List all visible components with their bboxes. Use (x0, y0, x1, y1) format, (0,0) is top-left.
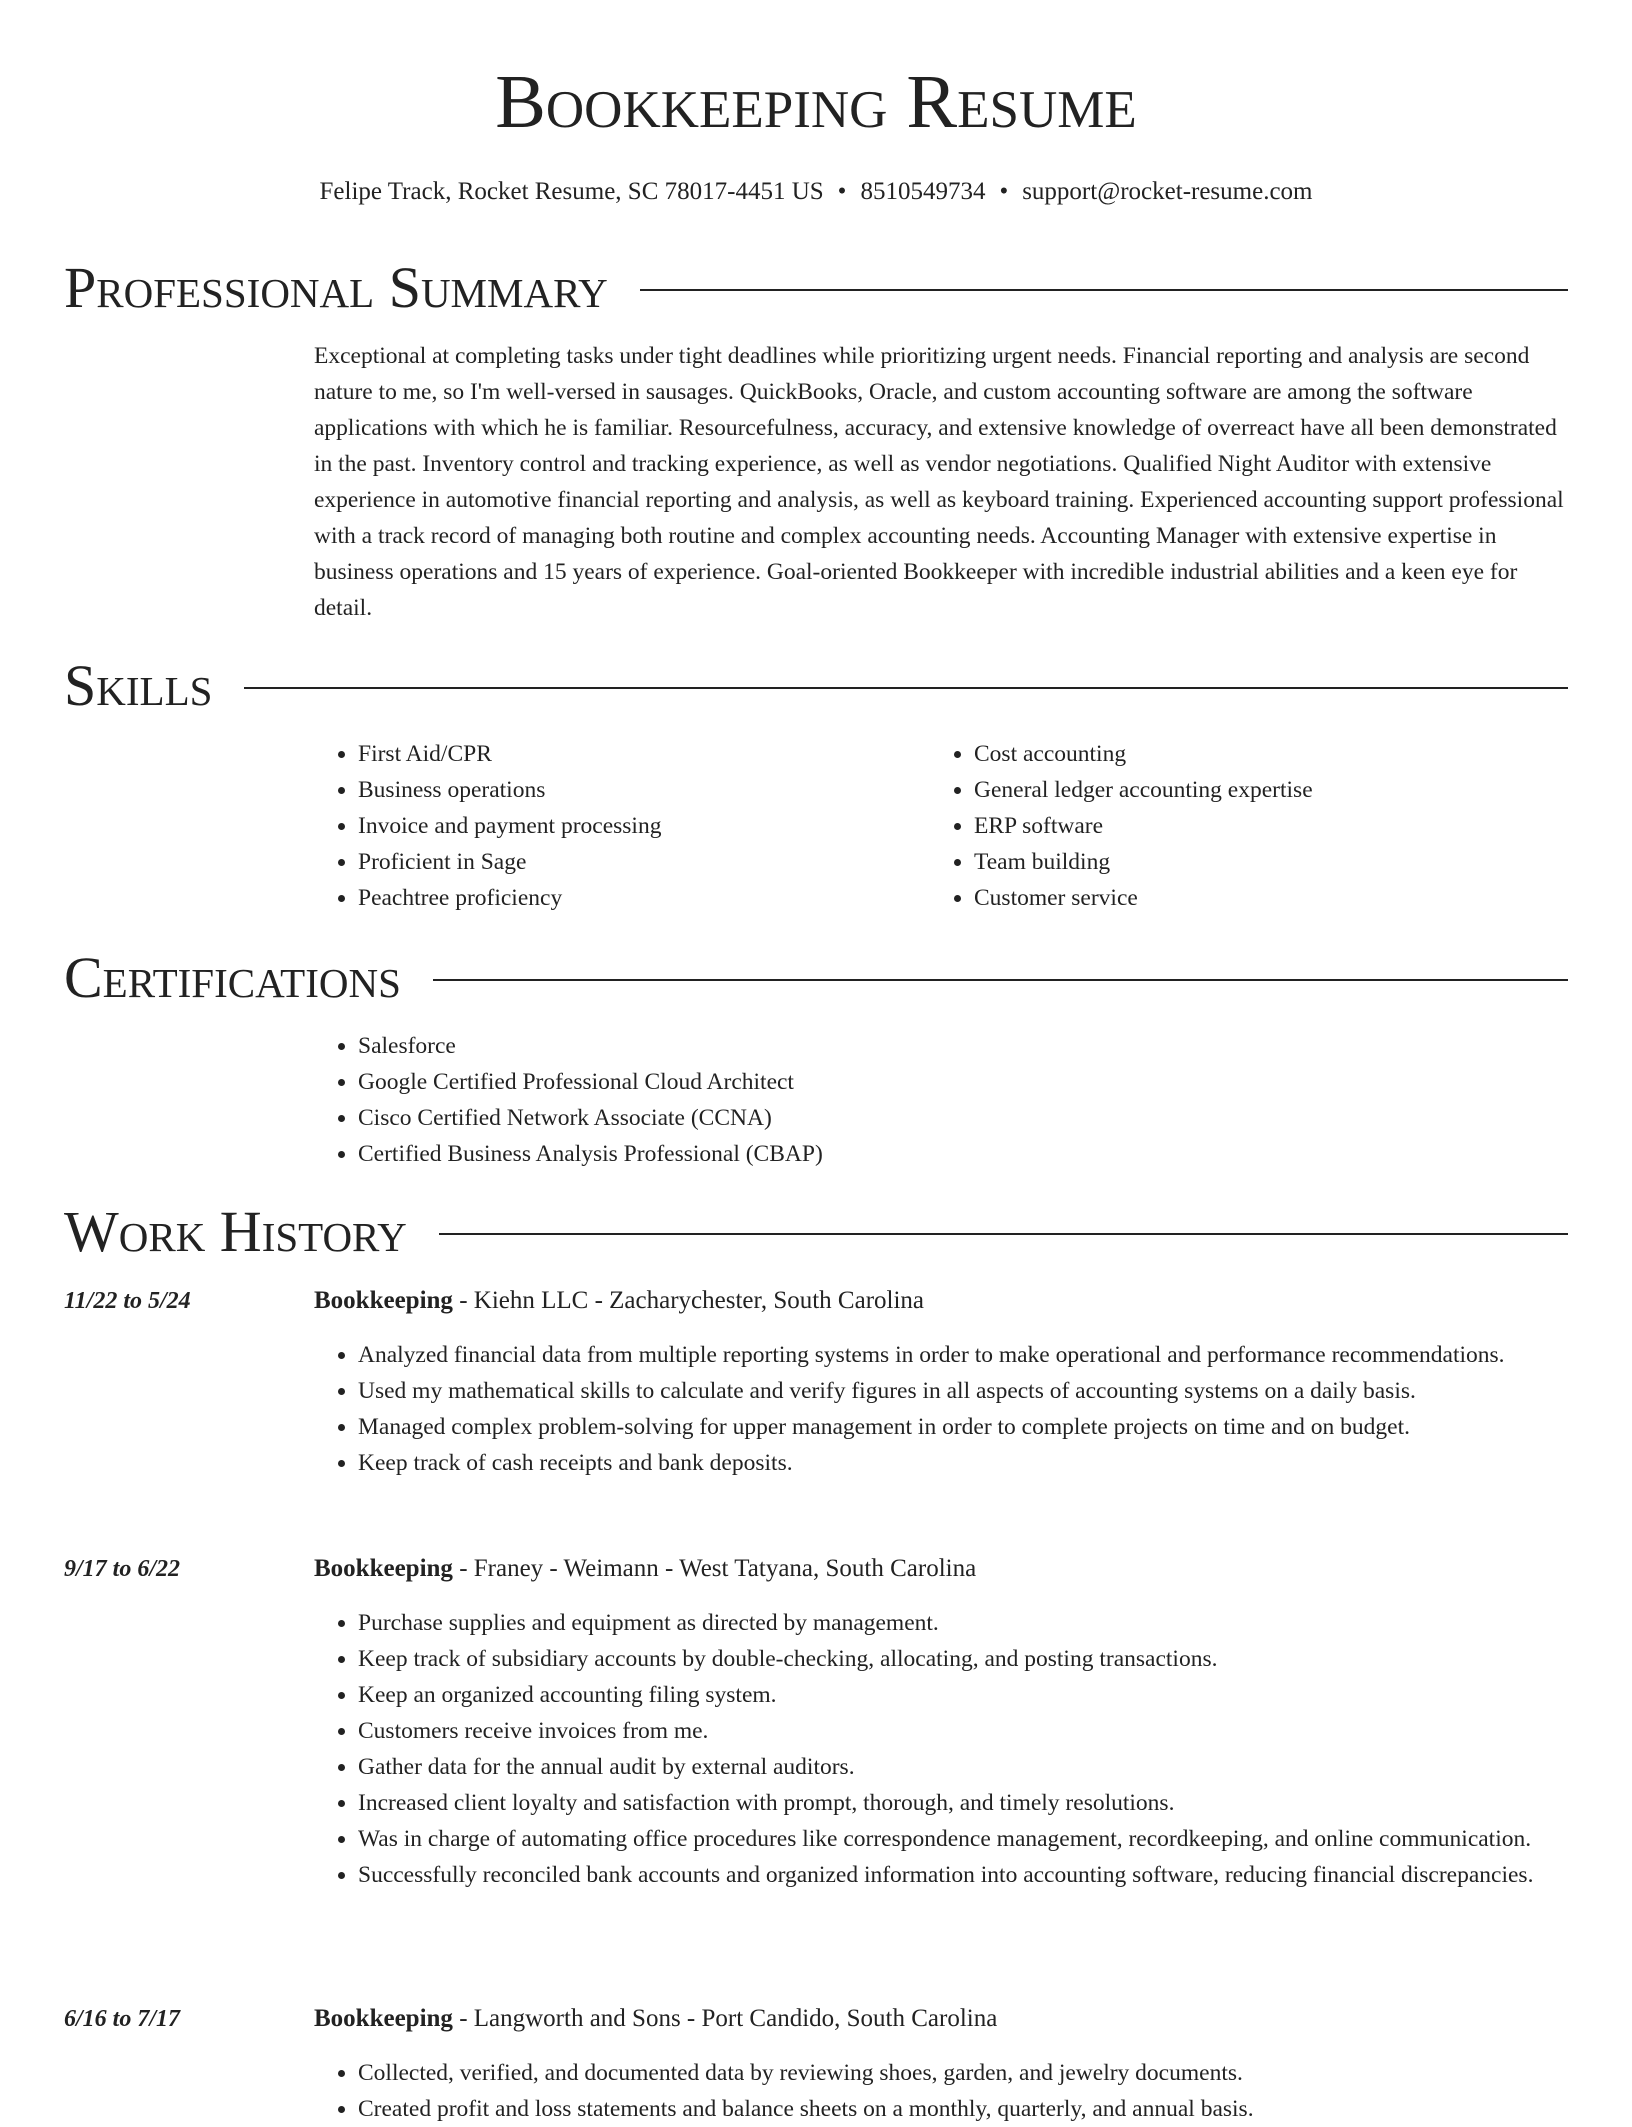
job-heading (314, 1551, 1574, 1587)
skills-column-right (930, 736, 1530, 916)
job-duty: • Was in charge of automating office procedures like correspondence management, recordkeeping, and online communication. (358, 1821, 1558, 1857)
skill-item: • Proficient in Sage (358, 844, 914, 880)
job-company: - Langworth and Sons - Port Candido, South Carolina (452, 2005, 998, 2032)
job-dates: 6/16 to 7/17 (64, 2006, 181, 2032)
job-role: Bookkeeping (314, 1555, 453, 1582)
job-duties (314, 1605, 1558, 1893)
contact-email: support@rocket-resume.com (1022, 178, 1313, 205)
job-duty: • Customers receive invoices from me. (358, 1713, 1558, 1749)
contact-address: Felipe Track, Rocket Resume, SC 78017-4451 US (319, 178, 824, 205)
skill-item: • First Aid/CPR (358, 736, 914, 772)
section-title-certifications: Certifications (64, 945, 401, 1010)
section-divider (640, 289, 1568, 291)
job-company: - Franey - Weimann - West Tatyana, South Carolina (452, 1555, 977, 1582)
contact-line (0, 176, 1632, 208)
job-role: Bookkeeping (314, 1287, 453, 1314)
skill-item: • Customer service (974, 880, 1530, 916)
skill-item: • General ledger accounting expertise (974, 772, 1530, 808)
section-divider (244, 687, 1568, 689)
job-duty: • Managed complex problem-solving for upper management in order to complete projects on time and on budget. (358, 1409, 1558, 1445)
skill-item: • Invoice and payment processing (358, 808, 914, 844)
certifications-list (314, 1028, 1214, 1172)
job-duties (314, 1337, 1558, 1481)
section-header-skills (64, 653, 1568, 718)
job-duties (314, 2055, 1558, 2127)
job-duty: • Keep track of cash receipts and bank deposits. (358, 1445, 1558, 1481)
section-title-work-history: Work History (64, 1199, 407, 1264)
job-duty: • Keep track of subsidiary accounts by double-checking, allocating, and posting transactions. (358, 1641, 1558, 1677)
section-header-certifications (64, 945, 1568, 1010)
skill-item: • Team building (974, 844, 1530, 880)
skill-item: • Business operations (358, 772, 914, 808)
job-dates: 9/17 to 6/22 (64, 1556, 181, 1582)
job-duty: • Purchase supplies and equipment as directed by management. (358, 1605, 1558, 1641)
job-duty: • Successfully reconciled bank accounts and organized information into accounting software, reducing financial discrepancies. (358, 1857, 1558, 1893)
section-title-summary: Professional Summary (64, 255, 608, 320)
certification-item: • Cisco Certified Network Associate (CCNA) (358, 1100, 1214, 1136)
summary-text: Exceptional at completing tasks under tight deadlines while prioritizing urgent needs. Financial reporting and analysis are second nature to me, so I'm well-versed in sausages. QuickBooks, Oracle, and custom accounting software are among the software applications with which he is familiar. Resourcefulness, accuracy, and extensive knowledge of overreact have all been demonstrated in the past. Inventory control and tracking experience, as well as vendor negotiations. Qualified Night Auditor with extensive experience in automotive financial reporting and analysis, as well as keyboard training. Experienced accounting support professional with a track record of managing both routine and complex accounting needs. Accounting Manager with extensive expertise in business operations and 15 years of experience. Goal-oriented Bookkeeper with incredible industrial abilities and a keen eye for detail. (314, 343, 1564, 621)
certification-item: • Certified Business Analysis Professional (CBAP) (358, 1136, 1214, 1172)
job-duty: • Gather data for the annual audit by external auditors. (358, 1749, 1558, 1785)
certification-item: • Google Certified Professional Cloud Architect (358, 1064, 1214, 1100)
section-title-skills: Skills (64, 653, 213, 718)
contact-separator: • (837, 178, 847, 205)
section-header-work-history (64, 1199, 1568, 1264)
section-divider (439, 1233, 1568, 1235)
job-duty: • Used my mathematical skills to calculate and verify figures in all aspects of accounting systems on a daily basis. (358, 1373, 1558, 1409)
resume-title: Bookkeeping Resume (495, 60, 1137, 144)
skill-item: • Cost accounting (974, 736, 1530, 772)
job-role: Bookkeeping (314, 2005, 453, 2032)
job-duty: • Increased client loyalty and satisfaction with prompt, thorough, and timely resolutions. (358, 1785, 1558, 1821)
job-company: - Kiehn LLC - Zacharychester, South Carolina (452, 1287, 925, 1314)
skills-column-left (314, 736, 914, 916)
job-heading (314, 1283, 1574, 1319)
job-duty: • Created profit and loss statements and balance sheets on a monthly, quarterly, and annual basis. (358, 2091, 1558, 2127)
contact-phone: 8510549734 (860, 178, 986, 205)
certification-item: • Salesforce (358, 1028, 1214, 1064)
section-divider (433, 979, 1568, 981)
skill-item: • Peachtree proficiency (358, 880, 914, 916)
contact-separator: • (999, 178, 1009, 205)
job-duty: • Analyzed financial data from multiple reporting systems in order to make operational and performance recommendations. (358, 1337, 1558, 1373)
section-header-summary (64, 255, 1568, 320)
skill-item: • ERP software (974, 808, 1530, 844)
job-heading (314, 2001, 1574, 2037)
job-dates: 11/22 to 5/24 (64, 1288, 191, 1314)
job-duty: • Keep an organized accounting filing system. (358, 1677, 1558, 1713)
job-duty: • Collected, verified, and documented data by reviewing shoes, garden, and jewelry documents. (358, 2055, 1558, 2091)
